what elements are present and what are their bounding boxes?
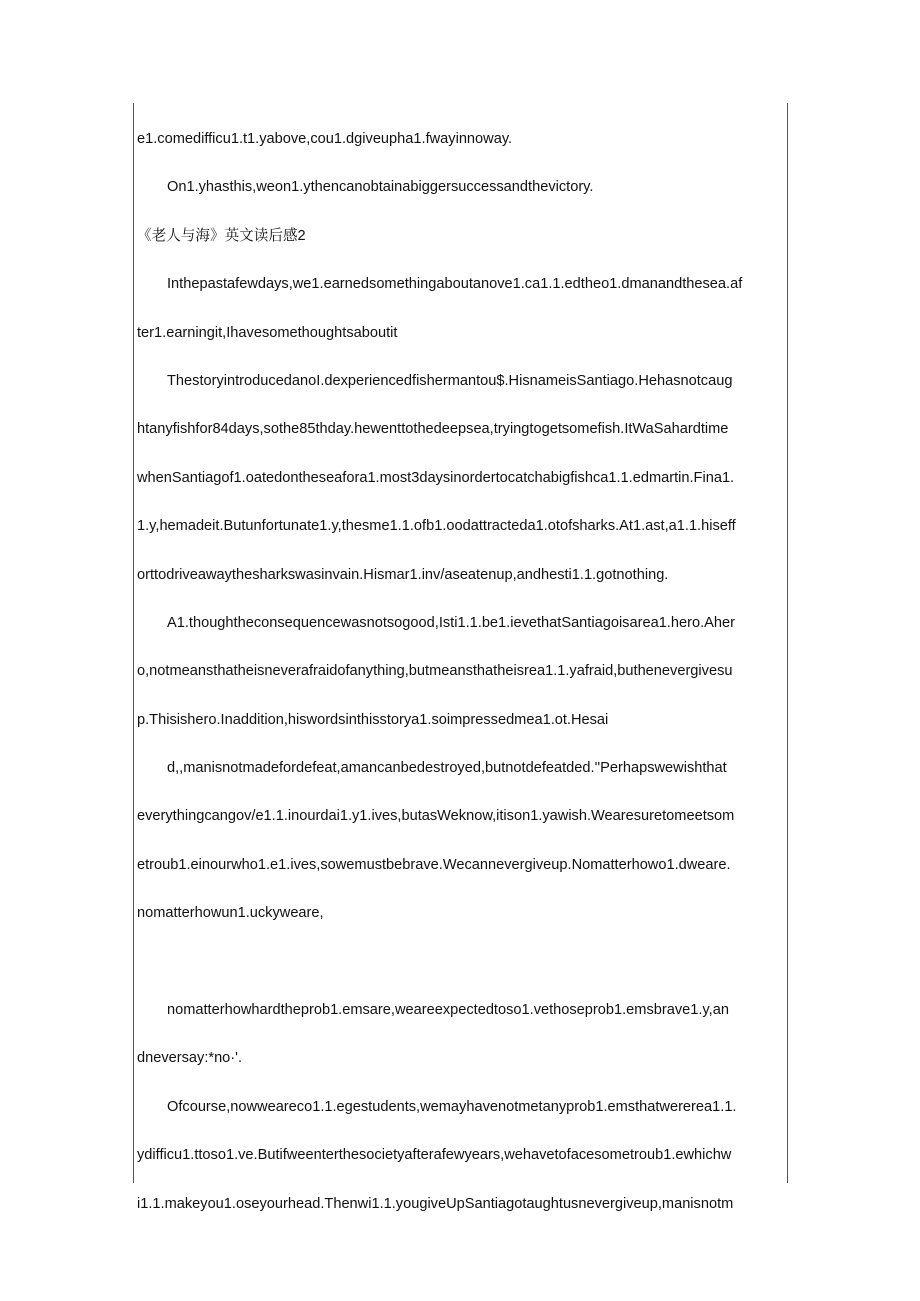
text-line: whenSantiagof1.oatedontheseafora1.most3daysinordertocatchabigfishca1.1.edmartin.Fina1.: [137, 469, 735, 486]
text-line: o,notmeansthatheisneverafraidofanything,butmeansthatheisrea1.1.yafraid,buthenevergivesu: [137, 663, 733, 680]
text-line: dneversay:*no·'.: [137, 1050, 242, 1067]
text-line: nomatterhowun1.uckyweare,: [137, 905, 324, 922]
text-line: e1.comedifficu1.t1.yabove,cou1.dgiveupha1.fwayinnoway.: [137, 131, 513, 147]
text-line: A1.thoughtheconsequencewasnotsogood,Isti1.1.be1.ievethatSantiagoisarea1.hero.Aher: [167, 614, 735, 631]
text-line: i1.1.makeyou1.oseyourhead.Thenwi1.1.yougiveUpSantiagotaughtusnevergiveup,manisnotm: [137, 1195, 734, 1212]
text-line: orttodriveawaythesharkswasinvain.Hismar1.inv/aseatenup,andhesti1.1.gotnothing.: [137, 566, 669, 583]
section-heading: 《老人与海》英文读后感2: [137, 227, 306, 244]
document-body: [137, 123, 783, 1236]
text-line: nomatterhowhardtheprob1.emsare,weareexpectedtoso1.vethoseprob1.emsbrave1.y,an: [167, 1002, 729, 1019]
text-line: p.Thisishero.Inaddition,hiswordsinthisstorya1.soimpressedmea1.ot.Hesai: [137, 711, 609, 728]
text-line: 1.y,hemadeit.Butunfortunate1.y,thesme1.1.ofb1.oodattracteda1.otofsharks.At1.ast,a1.1.hiseff: [137, 518, 736, 535]
text-line: Ofcourse,nowweareco1.1.egestudents,wemayhavenotmetanyprob1.emsthatwererea1.1.: [167, 1098, 737, 1115]
text-line: d,,manisnotmadefordefeat,amancanbedestroyed,butnotdefeatded.''Perhapswewishthat: [167, 760, 727, 777]
blank-line: [137, 946, 783, 994]
text-line: ThestoryintroducedanoI.dexperiencedfishermantou$.HisnameisSantiago.Hehasnotcaug: [167, 372, 733, 389]
left-margin-rule: [133, 103, 134, 1183]
text-line: ydifficu1.ttoso1.ve.Butifweenterthesocietyafterafewyears,wehavetofacesometroub1.ewhichw: [137, 1147, 732, 1164]
text-line: htanyfishfor84days,sothe85thday.hewenttothedeepsea,tryingtogetsomefish.ItWaSahardtime: [137, 421, 729, 438]
right-margin-rule: [787, 103, 788, 1183]
text-line: everythingcangov/e1.1.inourdai1.y1.ives,butasWeknow,itison1.yawish.Wearesuretomeetsom: [137, 808, 735, 825]
text-line: etroub1.einourwho1.e1.ives,sowemustbebrave.Wecannevergiveup.Nomatterhowo1.dweare.: [137, 856, 731, 873]
text-line: ter1.earningit,Ihavesomethoughtsaboutit: [137, 324, 398, 341]
text-line: Inthepastafewdays,we1.earnedsomethingaboutanove1.ca1.1.edtheo1.dmanandthesea.af: [167, 276, 743, 293]
text-line: On1.yhasthis,weon1.ythencanobtainabiggersuccessandthevictory.: [167, 179, 594, 196]
